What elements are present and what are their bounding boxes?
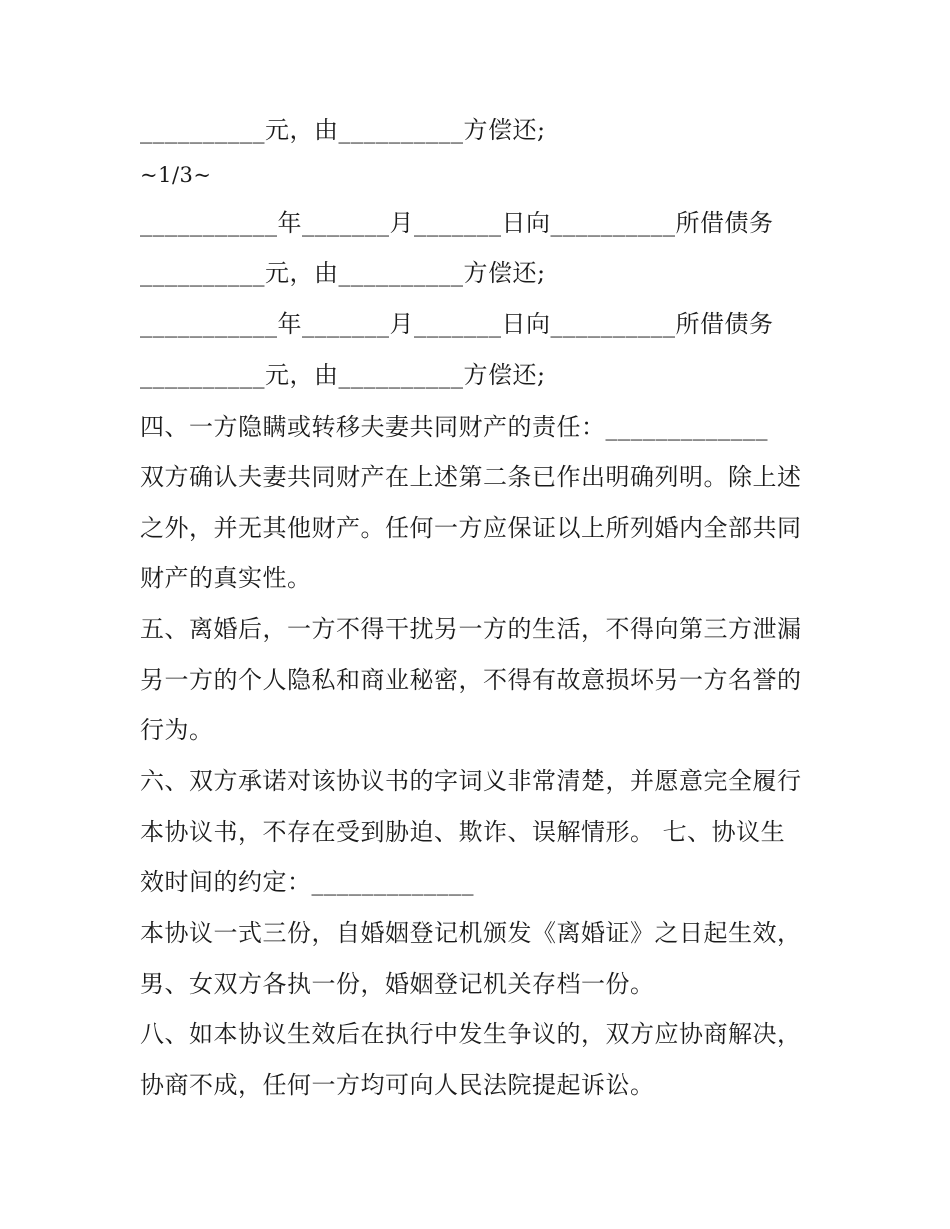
clause-4-text: 之外，并无其他财产。任何一方应保证以上所列婚内全部共同 <box>140 514 802 542</box>
debt-amount-line: __________元，由__________方偿还; <box>140 361 546 389</box>
clause-5-text: 五、离婚后，一方不得干扰另一方的生活，不得向第三方泄漏 <box>140 615 802 643</box>
debt-amount-line: __________元，由__________方偿还; <box>140 259 546 287</box>
clause-5-text: 行为。 <box>140 716 214 744</box>
clause-6-7-text: 本协议书，不存在受到胁迫、欺诈、误解情形。 七、协议生 <box>140 818 786 846</box>
page-number: ~1/3~ <box>140 163 212 187</box>
clause-4-text: 双方确认夫妻共同财产在上述第二条已作出明确列明。除上述 <box>140 463 802 491</box>
clause-4-text: 财产的真实性。 <box>140 564 312 592</box>
clause-8-text: 协商不成，任何一方均可向人民法院提起诉讼。 <box>140 1071 655 1099</box>
clause-4-heading: 四、一方隐瞒或转移夫妻共同财产的责任：_____________ <box>140 413 768 441</box>
clause-7-detail: 男、女双方各执一份，婚姻登记机关存档一份。 <box>140 970 655 998</box>
clause-7-text: 效时间的约定：_____________ <box>140 868 474 896</box>
clause-8-text: 八、如本协议生效后在执行中发生争议的，双方应协商解决， <box>140 1020 802 1048</box>
debt-date-line: ___________年_______月_______日向__________所借债务 <box>140 209 774 237</box>
clause-5-text: 另一方的个人隐私和商业秘密，不得有故意损坏另一方名誉的 <box>140 666 802 694</box>
debt-date-line: ___________年_______月_______日向__________所借债务 <box>140 310 774 338</box>
clause-6-text: 六、双方承诺对该协议书的字词义非常清楚，并愿意完全履行 <box>140 767 802 795</box>
debt-amount-line: __________元，由__________方偿还; <box>140 116 546 144</box>
clause-7-detail: 本协议一式三份，自婚姻登记机颁发《离婚证》之日起生效， <box>140 919 802 947</box>
